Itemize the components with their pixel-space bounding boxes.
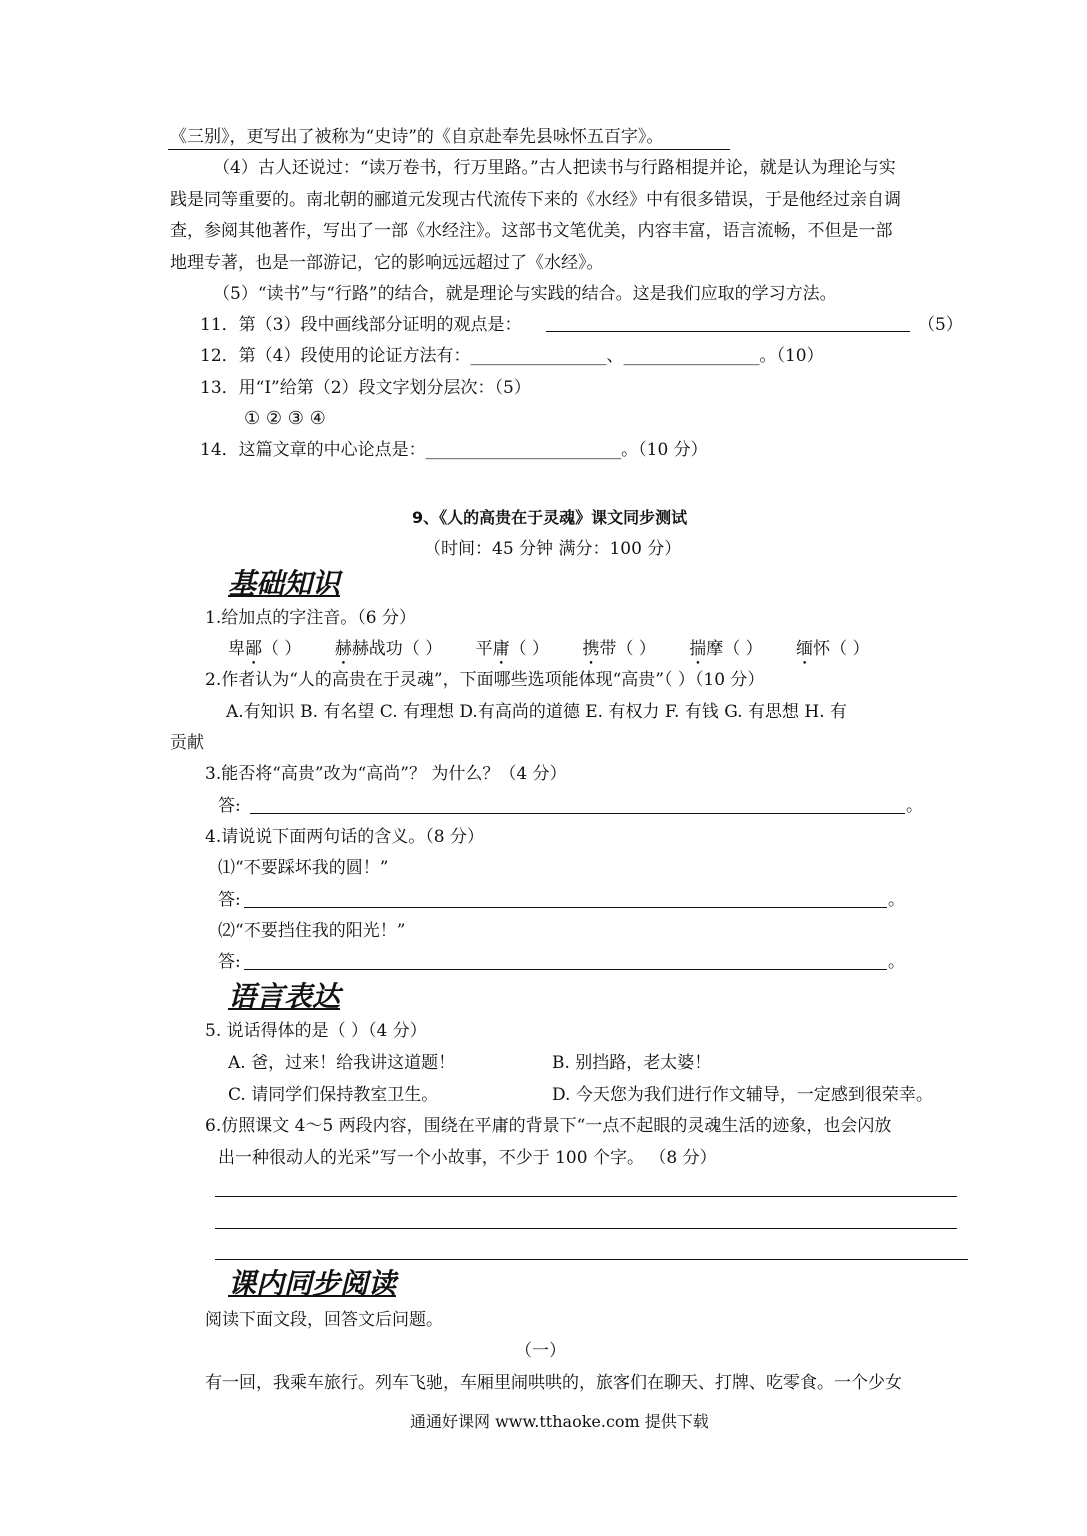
passage-p4-line2: 践是同等重要的。南北朝的郦道元发现古代流传下来的《水经》中有很多错误，于是他经过亲自调	[170, 190, 901, 210]
underline	[168, 149, 730, 150]
section-reading: 课内同步阅读	[228, 1267, 397, 1300]
passage-p4-line1: （4）古人还说过：“读万卷书，行万里路。”古人把读书与行路相提并论，就是认为理论与实	[213, 158, 896, 178]
answer-label: 答:	[218, 890, 241, 910]
option-d: D. 今天您为我们进行作文辅导，一定感到很荣幸。	[552, 1085, 933, 1105]
writing-line	[215, 1196, 957, 1197]
question-6-line1: 6.仿照课文 4～5 两段内容，围绕在平庸的背景下“一点不起眼的灵魂生活的迹象，也会闪放	[205, 1116, 892, 1136]
question-4: 4.请说说下面两句话的含义。（8 分）	[205, 827, 484, 847]
passage-p4-line4: 地理专著，也是一部游记，它的影响远远超过了《水经》。	[170, 253, 604, 273]
answer-line	[244, 907, 887, 908]
question-2-options-cont: 贡献	[170, 733, 204, 753]
answer-line	[250, 813, 905, 814]
word-xiedai: 携带（ ）	[582, 639, 656, 659]
question-11-score: （5）	[918, 315, 963, 335]
question-3: 3.能否将“高贵”改为“高尚”？ 为什么？（4 分）	[205, 764, 567, 784]
question-11-text: 11．第（3）段中画线部分证明的观点是：	[200, 315, 522, 335]
passage-line: 《三别》，更写出了被称为“史诗”的《自京赴奉先县咏怀五百字》。	[170, 127, 664, 147]
question-13-marks: ① ② ③ ④	[244, 408, 326, 429]
question-5: 5. 说话得体的是（ ）（4 分）	[205, 1021, 427, 1041]
answer-line	[546, 331, 910, 332]
option-a: A. 爸，过来！给我讲这道题！	[228, 1053, 456, 1073]
passage-p4-line3: 查，参阅其他著作，写出了一部《水经注》。这部书文笔优美，内容丰富，语言流畅，不但是一部	[170, 221, 893, 241]
word-hehe: 赫赫战功（ ）	[334, 639, 443, 659]
footer: 通通好课网 www.tthaoke.com 提供下载	[410, 1412, 709, 1431]
question-4-sentence-2: ⑵“不要挡住我的阳光！”	[218, 921, 406, 941]
word-mianhuai: 缅怀（ ）	[796, 639, 870, 659]
question-11	[200, 313, 521, 337]
question-13: 13．用“Ⅰ”给第（2）段文字划分层次：（5）	[200, 378, 531, 398]
question-2: 2.作者认为“人的高贵在于灵魂”，下面哪些选项能体现“高贵”（ ）（10 分）	[205, 670, 765, 690]
reading-part: （一）	[515, 1341, 566, 1361]
writing-line	[215, 1259, 968, 1260]
answer-end: 。	[906, 796, 923, 816]
section-language-expression: 语言表达	[228, 980, 341, 1013]
question-1-words	[228, 637, 869, 669]
option-c: C. 请同学们保持教室卫生。	[228, 1085, 439, 1105]
passage-p5: （5）“读书”与“行路”的结合，就是理论与实践的结合。这是我们应取的学习方法。	[213, 284, 837, 304]
question-12: 12．第（4）段使用的论证方法有：________________、________________。（10）	[200, 346, 824, 366]
word-chuaimo: 揣摩（ ）	[689, 639, 763, 659]
question-4-sentence-1: ⑴“不要踩坏我的圆！”	[218, 858, 389, 878]
writing-line	[215, 1228, 957, 1229]
test-title: 9、《人的高贵在于灵魂》课文同步测试	[412, 508, 688, 527]
answer-line	[244, 969, 887, 970]
reading-instruction: 阅读下面文段，回答文后问题。	[205, 1310, 443, 1330]
reading-text-line: 有一回，我乘车旅行。列车飞驰，车厢里闹哄哄的，旅客们在聊天、打牌、吃零食。一个少女	[205, 1373, 902, 1393]
question-14: 14．这篇文章的中心论点是：_______________________。（10 分）	[200, 440, 708, 460]
question-2-options: A.有知识 B. 有名望 C. 有理想 D.有高尚的道德 E. 有权力 F. 有钱 G. 有思想 H. 有	[226, 702, 848, 722]
question-6-line2: 出一种很动人的光采”写一个小故事，不少于 100 个字。 （8 分）	[218, 1148, 717, 1168]
answer-end: 。	[888, 890, 905, 910]
question-1: 1.给加点的字注音。（6 分）	[205, 608, 416, 628]
test-meta: （时间：45 分钟 满分：100 分）	[424, 539, 682, 559]
section-basic-knowledge: 基础知识	[228, 567, 341, 600]
word-pingyong: 平庸（ ）	[475, 639, 550, 659]
word-bei: 卑鄙（ ）	[228, 639, 302, 659]
option-b: B. 别挡路，老太婆！	[552, 1053, 712, 1073]
answer-label: 答:	[218, 796, 241, 816]
answer-label: 答:	[218, 952, 241, 972]
answer-end: 。	[888, 952, 905, 972]
